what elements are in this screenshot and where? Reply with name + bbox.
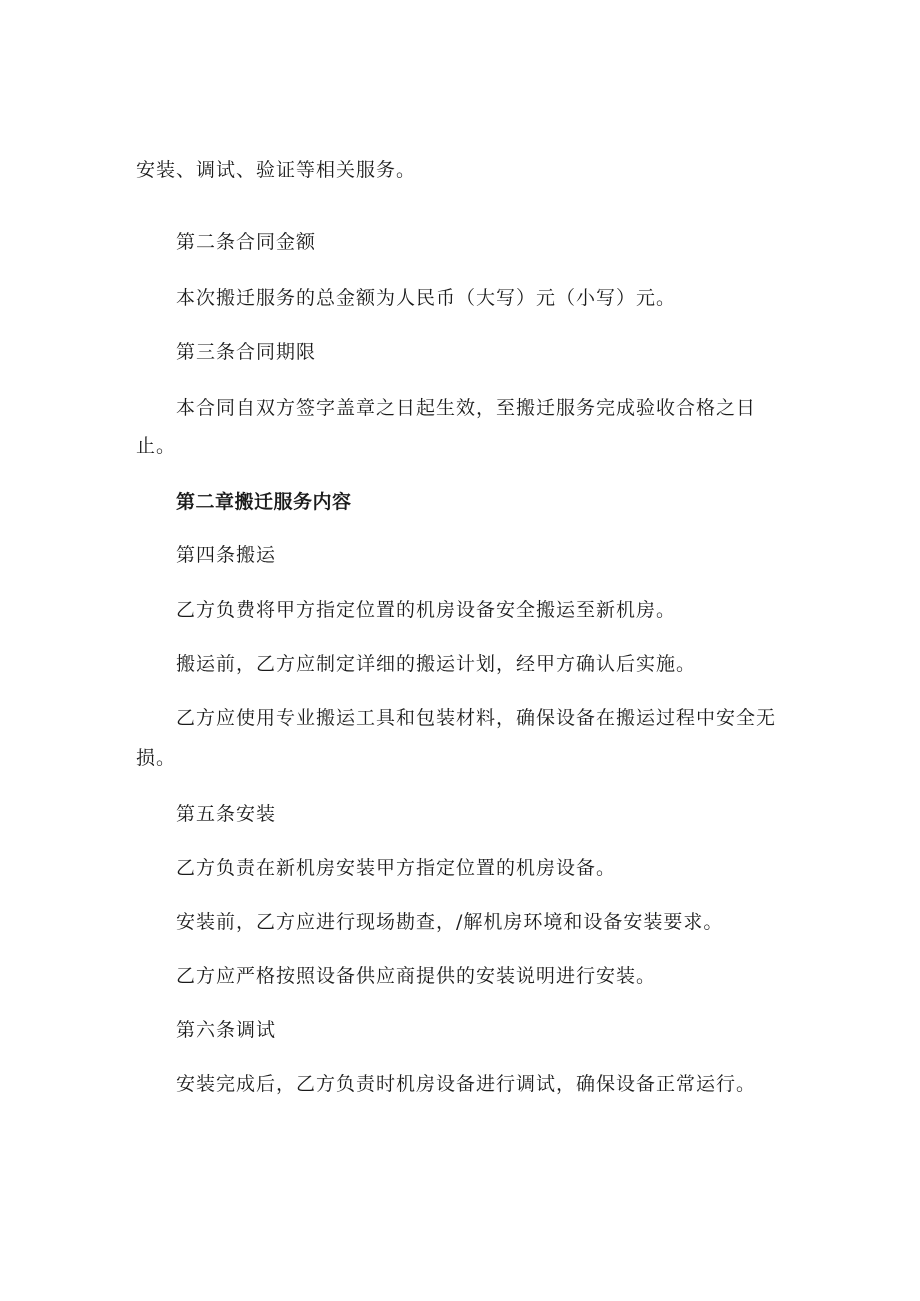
paragraph-continuation: 安装、调试、验证等相关服务。 [136, 159, 417, 181]
paragraph: 安装前，乙方应进行现场勘查，/解机房环境和设备安装要求。 [176, 911, 724, 933]
paragraph: 乙方应使用专业搬运工具和包装材料，确保设备在搬运过程中安全无 [176, 707, 777, 729]
paragraph: 乙方负费将甲方指定位置的机房设备安全搬运至新机房。 [176, 599, 677, 621]
paragraph: 搬运前，乙方应制定详细的搬运计划，经甲方确认后实施。 [176, 653, 697, 675]
paragraph-continuation: 损。 [136, 747, 177, 769]
article-heading-3: 第三条合同期限 [176, 341, 317, 363]
article-heading-5: 第五条安装 [176, 803, 277, 825]
article-heading-4: 第四条搬运 [176, 544, 277, 566]
paragraph-continuation: 止。 [136, 435, 177, 457]
article-heading-2: 第二条合同金额 [176, 231, 317, 253]
chapter-heading: 第二章搬迁服务内容 [176, 491, 352, 513]
paragraph: 安装完成后，乙方负责时机房设备进行调试，确保设备正常运行。 [176, 1073, 757, 1095]
paragraph: 本合同自双方签字盖章之日起生效，至搬迁服务完成验收合格之日 [176, 397, 757, 419]
paragraph: 乙方应严格按照设备供应商提供的安装说明进行安装。 [176, 965, 657, 987]
paragraph: 乙方负责在新机房安装甲方指定位置的机房设备。 [176, 857, 617, 879]
paragraph: 本次搬迁服务的总金额为人民币（大写）元（小写）元。 [176, 287, 677, 309]
article-heading-6: 第六条调试 [176, 1019, 277, 1041]
